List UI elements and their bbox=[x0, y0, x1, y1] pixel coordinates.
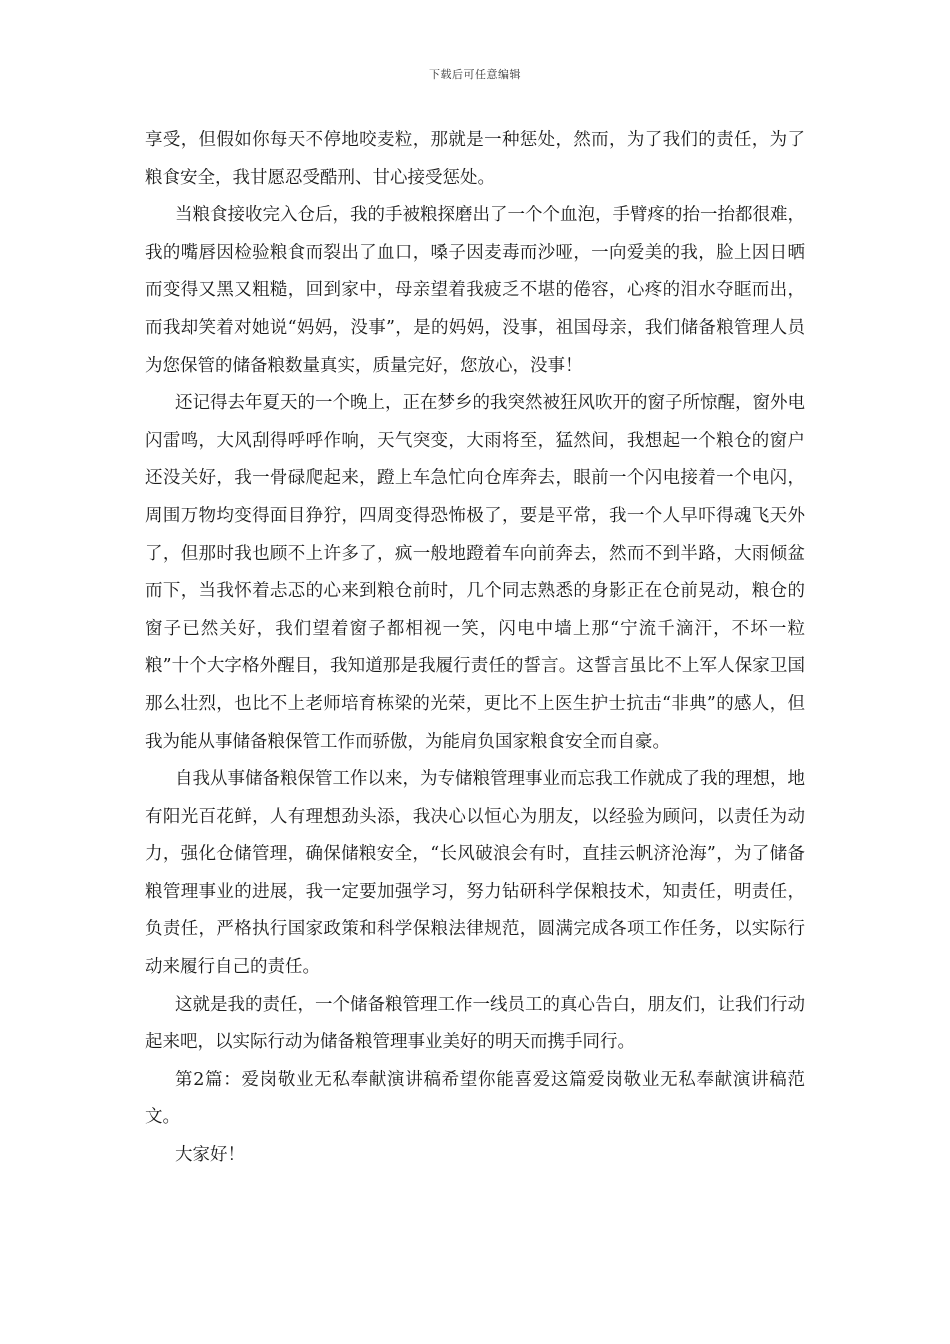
paragraph-7: 大家好！ bbox=[175, 1145, 245, 1166]
paragraph-2: 当粮食接收完入仓后，我的手被粮探磨出了一个个血泡，手臂疼的抬一抬都很难，我的嘴唇因检验粮食而裂出了血口，嗓子因麦毒而沙哑，一向爱美的我，脸上因日晒而变得又黑又粗糙，回到家中，母亲望着我疲乏不堪的倦容，心疼的泪水夺眶而出，而我却笑着对她说“妈妈，没事”，是的妈妈，没事，祖国母亲，我们储备粮管理人员为您保管的储备粮数量真实，质量完好，您放心，没事！ bbox=[145, 205, 805, 376]
document-body bbox=[145, 122, 805, 1175]
paragraph-4: 自我从事储备粮保管工作以来，为专储粮管理事业而忘我工作就成了我的理想，地有阳光百花鲜，人有理想劲头添，我决心以恒心为朋友，以经验为顾问，以责任为动力，强化仓储管理，确保储粮安全，“长风破浪会有时，直挂云帆济沧海”，为了储备粮管理事业的进展，我一定要加强学习，努力钻研科学保粮技术，知责任，明责任，负责任，严格执行国家政策和科学保粮法律规范，圆满完成各项工作任务，以实际行动来履行自己的责任。 bbox=[145, 769, 805, 978]
paragraph-5: 这就是我的责任，一个储备粮管理工作一线员工的真心告白，朋友们，让我们行动起来吧，以实际行动为储备粮管理事业美好的明天而携手同行。 bbox=[145, 994, 805, 1053]
paragraph-3: 还记得去年夏天的一个晚上，正在梦乡的我突然被狂风吹开的窗子所惊醒，窗外电闪雷鸣，大风刮得呼呼作响，天气突变，大雨将至，猛然间，我想起一个粮仓的窗户还没关好，我一骨碌爬起来，蹬上车急忙向仓库奔去，眼前一个闪电接着一个电闪，周围万物均变得面目狰狞，四周变得恐怖极了，要是平常，我一个人早吓得魂飞天外了，但那时我也顾不上许多了，疯一般地蹬着车向前奔去，然而不到半路，大雨倾盆而下，当我怀着忐忑的心来到粮仓前时，几个同志熟悉的身影正在仓前晃动，粮仓的窗子已然关好，我们望着窗子都相视一笑，闪电中墙上那“宁流千滴汗，不坏一粒粮”十个大字格外醒目，我知道那是我履行责任的誓言。这誓言虽比不上军人保家卫国那么壮烈，也比不上老师培育栋梁的光荣，更比不上医生护士抗击“非典”的感人，但我为能从事储备粮保管工作而骄傲，为能肩负国家粮食安全而自豪。 bbox=[145, 393, 805, 752]
paragraph-1: 享受，但假如你每天不停地咬麦粒，那就是一种惩处，然而，为了我们的责任，为了粮食安全，我甘愿忍受酷刑、甘心接受惩处。 bbox=[145, 130, 805, 188]
page-header: 下载后可任意编辑 bbox=[429, 68, 521, 81]
paragraph-6: 第2篇：爱岗敬业无私奉献演讲稿希望你能喜爱这篇爱岗敬业无私奉献演讲稿范文。 bbox=[145, 1069, 805, 1128]
